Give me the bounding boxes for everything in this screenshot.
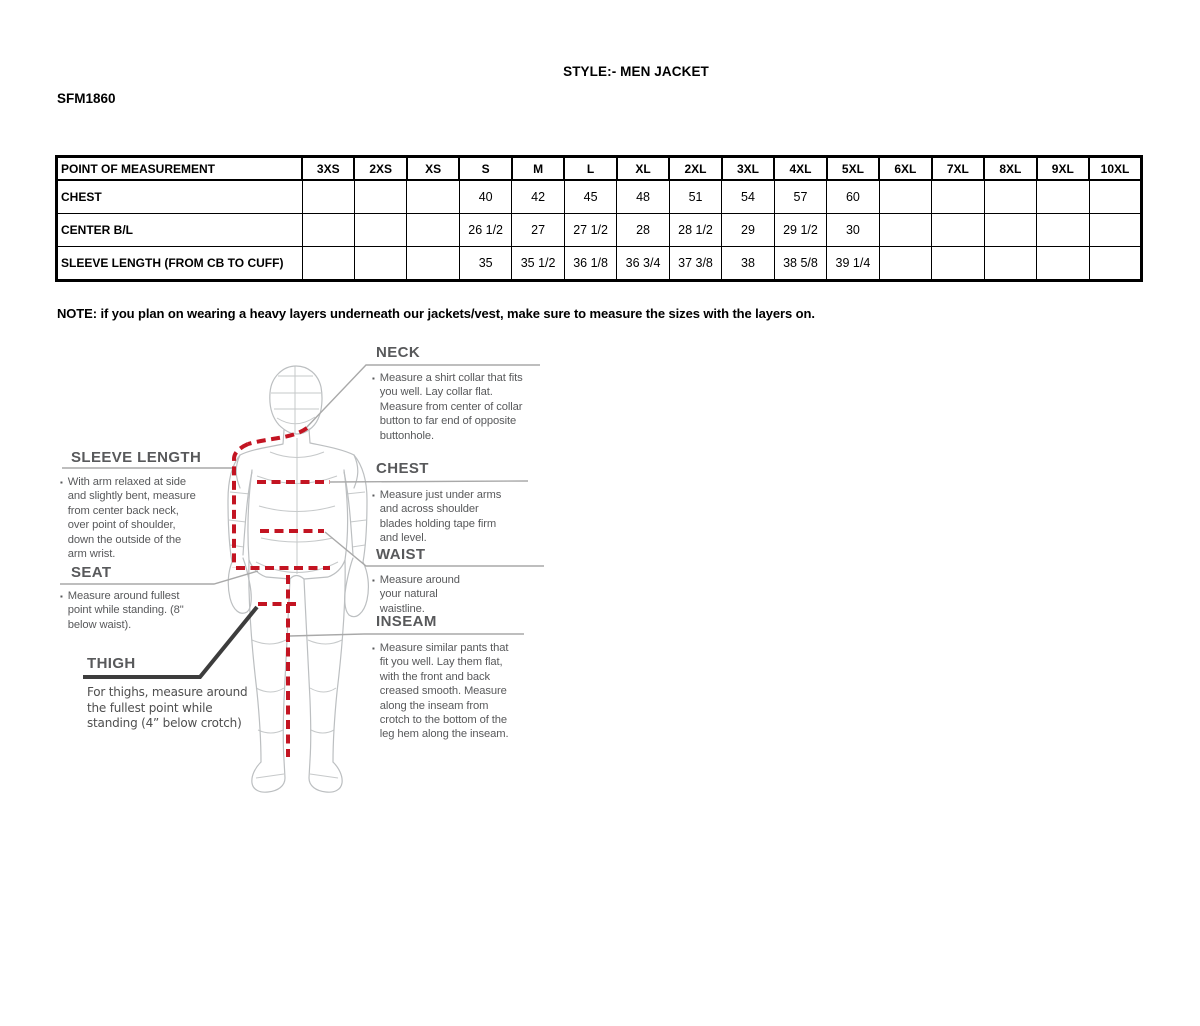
size-column-header: 6XL xyxy=(879,157,931,181)
measurement-cell: 48 xyxy=(617,180,669,214)
size-column-header: XL xyxy=(617,157,669,181)
inseam-description xyxy=(372,641,514,742)
measurement-cell: 57 xyxy=(774,180,826,214)
size-column-header: 3XS xyxy=(302,157,354,181)
measurement-cell: 29 xyxy=(722,214,774,247)
figure-leg-facets xyxy=(252,640,342,733)
row-label: CENTER B/L xyxy=(57,214,303,247)
measurement-cell: 28 1/2 xyxy=(669,214,721,247)
measurement-cell: 30 xyxy=(827,214,879,247)
size-column-header: XS xyxy=(407,157,459,181)
size-column-header: M xyxy=(512,157,564,181)
measurement-cell: 45 xyxy=(564,180,616,214)
measurement-cell: 36 3/4 xyxy=(617,247,669,281)
inseam-description-text: Measure similar pants that fit you well. Lay them flat, with the front and back creased smooth. Measure along the inseam from crotch to the bottom of the leg hem along the inseam. xyxy=(379,642,509,741)
seat-description xyxy=(60,589,184,632)
size-column-header: L xyxy=(564,157,616,181)
chest-label: CHEST xyxy=(376,460,429,477)
measurement-cell: 27 xyxy=(512,214,564,247)
inseam-leader-line xyxy=(290,634,524,636)
figure-feet-facets xyxy=(256,774,338,778)
bullet-icon: ▪ xyxy=(372,644,375,653)
neck-label: NECK xyxy=(376,344,421,361)
seat-description-text: Measure around fullest point while standing. (8" below waist). xyxy=(67,590,184,631)
sleeve-length-description-text: With arm relaxed at side and slightly bent, measure from center back neck, over point of shoulder, down the outside of the arm wrist. xyxy=(67,476,196,561)
thigh-description xyxy=(87,685,255,732)
bullet-icon: ▪ xyxy=(372,576,375,585)
seat-label: SEAT xyxy=(71,564,112,581)
size-column-header: 7XL xyxy=(932,157,984,181)
sleeve-length-label: SLEEVE LENGTH xyxy=(71,449,202,466)
waist-label: WAIST xyxy=(376,546,426,563)
measurement-cell: 38 xyxy=(722,247,774,281)
chest-description-text: Measure just under arms and across shoulder blades holding tape firm and level. xyxy=(379,489,502,545)
size-column-header: S xyxy=(459,157,511,181)
chest-description xyxy=(372,488,512,546)
point-of-measurement-header: POINT OF MEASUREMENT xyxy=(57,157,303,181)
measurement-cell: 37 3/8 xyxy=(669,247,721,281)
sleeve-measure-line xyxy=(234,444,248,568)
measurement-cell: 28 xyxy=(617,214,669,247)
row-label: CHEST xyxy=(57,180,303,214)
bullet-icon: ▪ xyxy=(372,374,375,383)
measurement-cell: 35 xyxy=(459,247,511,281)
thigh-description-text: For thighs, measure around the fullest point while standing (4” below crotch) xyxy=(87,685,248,730)
inseam-label: INSEAM xyxy=(376,613,437,630)
figure-left-leg xyxy=(249,560,290,762)
size-column-header: 4XL xyxy=(774,157,826,181)
waist-description-text: Measure around your natural waistline. xyxy=(379,574,460,615)
row-label: SLEEVE LENGTH (FROM CB TO CUFF) xyxy=(57,247,303,281)
measurement-cell: 38 5/8 xyxy=(774,247,826,281)
figure-torso-facets xyxy=(256,438,338,574)
measurement-cell: 36 1/8 xyxy=(564,247,616,281)
figure-feet xyxy=(252,760,342,792)
size-column-header: 8XL xyxy=(984,157,1036,181)
measurement-cell: 60 xyxy=(827,180,879,214)
size-column-header: 2XL xyxy=(669,157,721,181)
measurement-cell: 39 1/4 xyxy=(827,247,879,281)
measurement-cell: 35 1/2 xyxy=(512,247,564,281)
sleeve-length-description xyxy=(60,475,198,561)
size-column-header: 10XL xyxy=(1089,157,1141,181)
figure-right-leg xyxy=(304,560,345,762)
waist-description xyxy=(372,573,484,616)
size-column-header: 9XL xyxy=(1037,157,1089,181)
neck-measure-line xyxy=(248,428,307,444)
size-column-header: 2XS xyxy=(354,157,406,181)
measurement-cell: 29 1/2 xyxy=(774,214,826,247)
chest-leader-line xyxy=(330,481,528,482)
measurement-cell: 40 xyxy=(459,180,511,214)
measurement-cell: 54 xyxy=(722,180,774,214)
bullet-icon: ▪ xyxy=(372,491,375,500)
size-column-header: 3XL xyxy=(722,157,774,181)
bullet-icon: ▪ xyxy=(60,592,63,601)
measurement-cell: 26 1/2 xyxy=(459,214,511,247)
style-code: SFM1860 xyxy=(57,91,116,106)
measurement-cell: 27 1/2 xyxy=(564,214,616,247)
measurement-cell: 51 xyxy=(669,180,721,214)
note-text: NOTE: if you plan on wearing a heavy layers underneath our jackets/vest, make sure to measure the sizes with the layers on. xyxy=(57,306,815,321)
thigh-label: THIGH xyxy=(87,655,136,672)
doc-title: STYLE:- MEN JACKET xyxy=(563,64,709,79)
bullet-icon: ▪ xyxy=(60,478,63,487)
neck-description xyxy=(372,371,530,443)
neck-description-text: Measure a shirt collar that fits you well. Lay collar flat. Measure from center of collar button to far end of opposite buttonhole. xyxy=(379,372,523,442)
size-column-header: 5XL xyxy=(827,157,879,181)
measurement-cell: 42 xyxy=(512,180,564,214)
